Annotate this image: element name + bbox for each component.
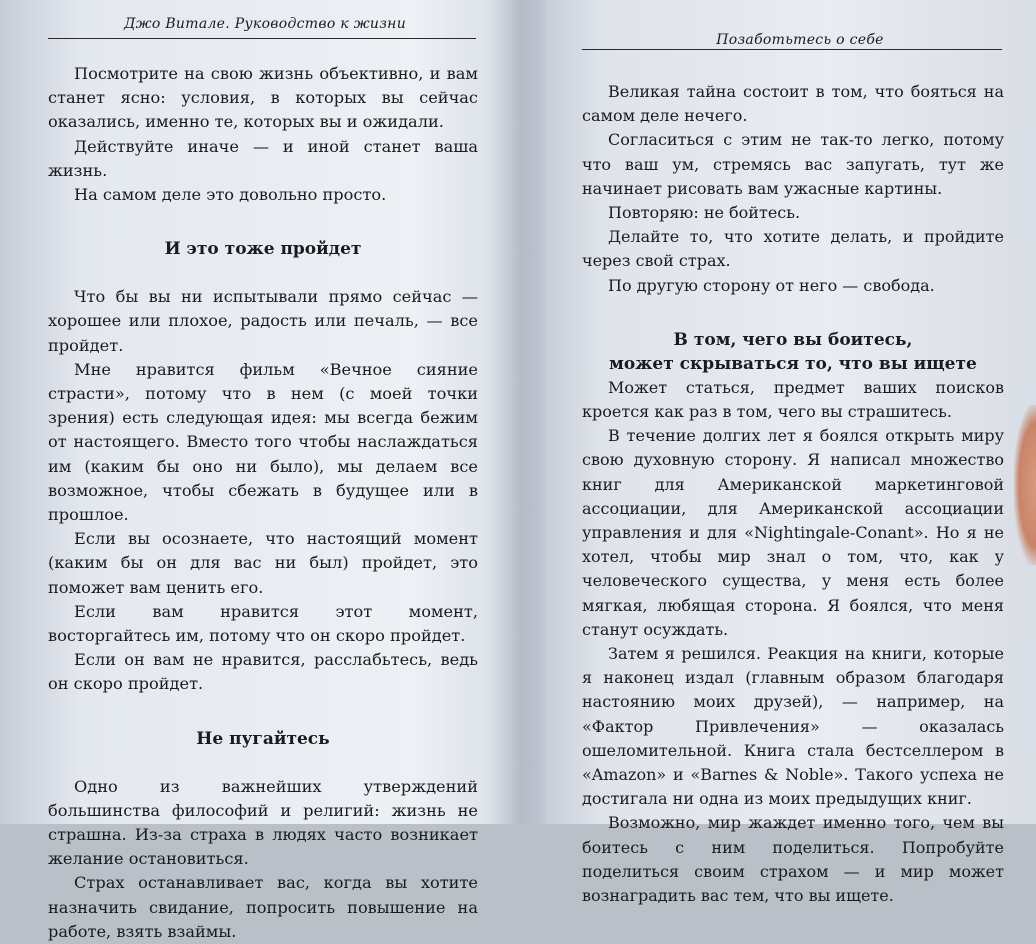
left-running-head: Джо Витале. Руководство к жизни	[123, 16, 407, 32]
paragraph: Возможно, мир жаждет именно того, чем вы боитесь с ним поделиться. Попробуйте поделиться своим страхом — и мир может вознаградить вас тем, что вы ищете.	[582, 813, 1004, 906]
left-head-rule	[48, 38, 476, 39]
paragraph: Великая тайна состоит в том, что бояться на самом деле нечего.	[582, 82, 1004, 126]
paragraph: В течение долгих лет я боялся открыть миру свою духовную сторону. Я написал множество книг для Американской маркетинговой ассоциации, для Американской ассоциации управления и для «Nightingale-Conant». Но я не хотел, чтобы мир знал о том, что, как у человеческого существа, у меня есть более мягкая, любящая сторона. Я боялся, что меня станут осуждать.	[582, 426, 1004, 639]
paragraph: Повторяю: не бойтесь.	[608, 203, 801, 223]
paragraph: Если вы осознаете, что настоящий момент (каким бы он для вас ни был) пройдет, это поможет вам ценить его.	[48, 529, 478, 597]
right-head-rule	[582, 49, 1002, 50]
section-heading: Не пугайтесь	[196, 728, 330, 749]
section-heading-line2: может скрываться то, что вы ищете	[609, 353, 977, 374]
paragraph: Если вам нравится этот момент, восторгайтесь им, потому что он скоро пройдет.	[48, 601, 478, 646]
right-running-head: Позаботьтесь о себе	[716, 32, 884, 48]
book-gutter	[488, 0, 548, 824]
left-page-body	[48, 62, 478, 944]
right-page	[560, 0, 1004, 906]
paragraph: Согласиться с этим не так-то легко, потому что ваш ум, стремясь вас запугать, тут же начинает рисовать вам ужасные картины.	[582, 130, 1004, 198]
left-page	[30, 0, 478, 941]
right-page-body	[582, 80, 1004, 908]
paragraph: Может статься, предмет ваших поисков кроется как раз в том, чего вы страшитесь.	[582, 377, 1004, 422]
paragraph: На самом деле это довольно просто.	[74, 185, 387, 205]
paragraph: Действуйте иначе — и иной станет ваша жизнь.	[48, 136, 478, 180]
thumb	[1014, 405, 1036, 565]
paragraph: Что бы вы ни испытывали прямо сейчас — хорошее или плохое, радость или печаль, — все пройдет.	[48, 287, 478, 355]
paragraph: Затем я решился. Реакция на книги, которые я наконец издал (главным образом благодаря настоянию моих друзей), — например, на «Фактор Привлечения» — оказалась ошеломительной. Книга стала бестселлером в «Amazon» и «Barnes & Noble». Такого успеха не достигала ни одна из моих предыдущих книг.	[582, 644, 1004, 809]
section-heading-line1: В том, чего вы боитесь,	[673, 329, 913, 350]
paragraph: Страх останавливает вас, когда вы хотите назначить свидание, попросить повышение на работе, взять взаймы.	[48, 873, 478, 941]
section-heading: И это тоже пройдет	[164, 239, 362, 260]
paragraph: Одно из важнейших утверждений большинства философий и религий: жизнь не страшна. Из-за страха в людях часто возникает желание остановиться.	[48, 776, 478, 869]
paragraph: Посмотрите на свою жизнь объективно, и вам станет ясно: условия, в которых вы сейчас оказались, именно те, которых вы и ожидали.	[48, 64, 478, 132]
paragraph: По другую сторону от него — свобода.	[608, 275, 935, 295]
paragraph: Мне нравится фильм «Вечное сияние страсти», потому что в нем (с моей точки зрения) есть следующая идея: мы всегда бежим от настоящего. Вместо того чтобы наслаждаться им (каким бы оно ни было), мы делаем все возможное, чтобы сбежать в будущее или в прошлое.	[48, 359, 478, 525]
paragraph: Если он вам не нравится, расслабьтесь, ведь он скоро пройдет.	[48, 650, 478, 694]
paragraph: Делайте то, что хотите делать, и пройдите через свой страх.	[582, 227, 1004, 271]
